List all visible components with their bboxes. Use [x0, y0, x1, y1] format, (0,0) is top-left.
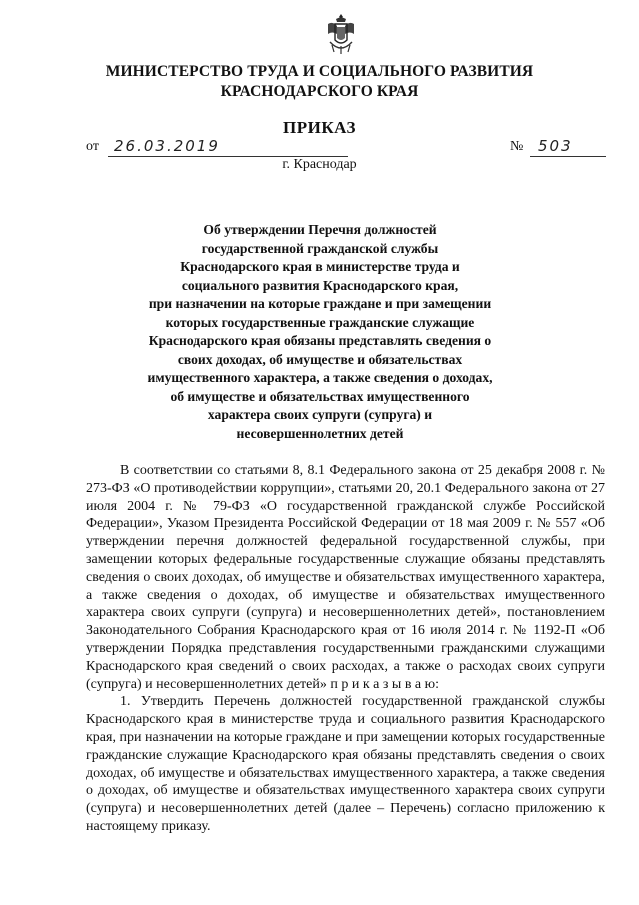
date-field	[108, 139, 348, 157]
order-body	[86, 462, 605, 836]
date-prefix: от	[86, 139, 99, 154]
number-prefix: №	[510, 139, 524, 154]
subject-line: социального развития Краснодарского края,	[181, 277, 459, 293]
order-subject	[80, 221, 560, 443]
preamble-paragraph: В соответствии со статьями 8, 8.1 Федерального закона от 25 декабря 2008 г. № 273-ФЗ «О противодействии коррупции», статьями 20, 20.1 Федерального закона от 27 июля 2004 г. № 79-ФЗ «О государственной гражданской службе Российской Федерации», Указом Президента Российской Федерации от 18 мая 2009 г. № 557 «Об утверждении перечня должностей федеральной государственной службы, при замещении которых федеральные государственные служащие обязаны представлять сведения о своих доходах, об имуществе и обязательствах имущественного характера, а также сведения о доходах, об имуществе и обязательствах имущественного характера своих супруги (супруга) и несовершеннолетних детей», постановлением Законодательного Собрания Краснодарского края от 16 июля 2014 г. № 1192-П «Об утверждении Порядка представления государственными гражданскими служащими Краснодарского края сведений о своих расходах, а также о расходах своих супруги (супруга) и несовершеннолетних детей» п р и к а з ы в а ю:	[86, 463, 605, 692]
subject-line: имущественного характера, а также сведения о доходах,	[147, 370, 493, 385]
subject-line: государственной гражданской службы	[201, 240, 439, 256]
subject-line: Об утверждении Перечня должностей	[203, 222, 437, 237]
subject-line: которых государственные гражданские служащие	[165, 314, 475, 330]
subject-line: Краснодарского края в министерстве труда и	[180, 259, 460, 274]
ministry-name	[0, 62, 639, 102]
coat-of-arms-icon	[324, 12, 358, 56]
item-1-paragraph: 1. Утвердить Перечень должностей государственной гражданской службы Краснодарского края в министерстве труда и социального развития Краснодарского края, при назначении на которые граждане и при замещении которых государственные гражданские служащие Краснодарского края обязаны представлять сведения о своих доходах, об имуществе и обязательствах имущественного характера, а также сведения о доходах, об имуществе и обязательствах имущественного характера своих супруги (супруга) и несовершеннолетних детей (далее – Перечень) согласно приложению к настоящему приказу.	[86, 694, 605, 834]
order-number: 503	[538, 137, 573, 155]
order-title: ПРИКАЗ	[283, 118, 356, 137]
subject-line: характера своих супруги (супруга) и	[207, 407, 433, 422]
subject-line: Краснодарского края обязаны представлять сведения о	[148, 333, 492, 348]
subject-line: об имуществе и обязательствах имущественного	[170, 388, 470, 404]
subject-line: несовершеннолетних детей	[236, 425, 404, 441]
ministry-line-1: МИНИСТЕРСТВО ТРУДА И СОЦИАЛЬНОГО РАЗВИТИЯ	[105, 63, 534, 80]
subject-line: при назначении на которые граждане и при замещении	[148, 296, 492, 311]
ministry-line-2: КРАСНОДАРСКОГО КРАЯ	[220, 83, 419, 100]
number-field	[530, 139, 606, 157]
city: г. Краснодар	[282, 157, 357, 172]
order-meta-row	[86, 139, 606, 159]
order-date: 26.03.2019	[114, 137, 220, 155]
subject-line: своих доходах, об имуществе и обязательствах	[177, 351, 463, 367]
